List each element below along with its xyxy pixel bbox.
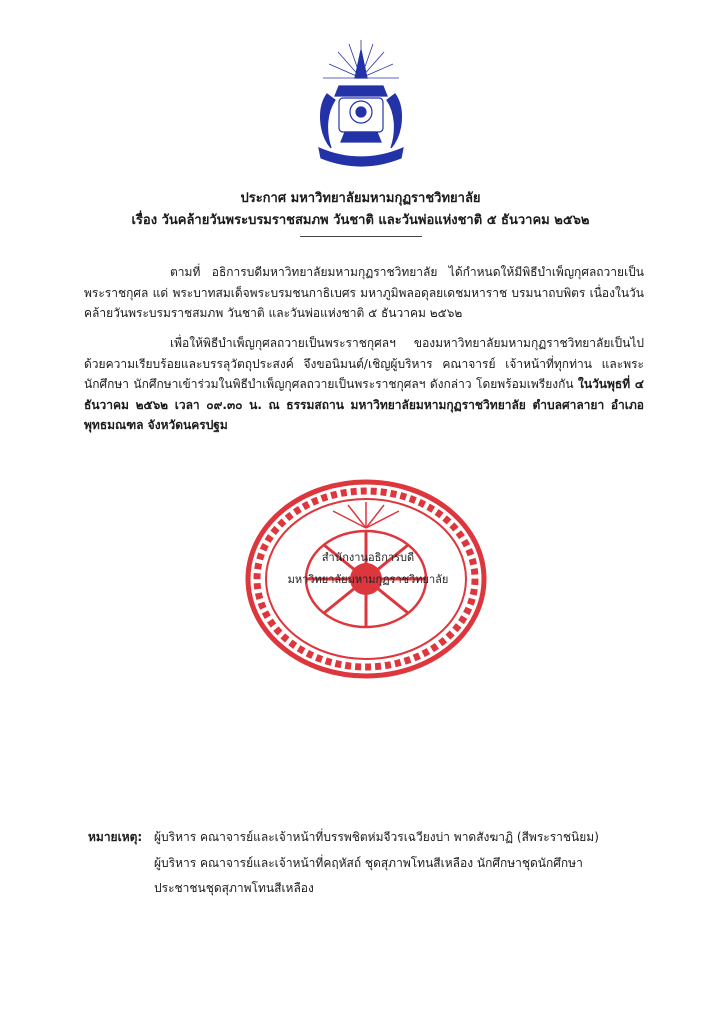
note-line-1: ผู้บริหาร คณาจารย์และเจ้าหน้าที่บรรพชิตห่มจีวรเฉวียงบ่า พาดสังฆาฏิ (สีพระราชนิยม): [154, 830, 599, 844]
document-subject: เรื่อง วันคล้ายวันพระบรมราชสมภพ วันชาติ และวันพ่อแห่งชาติ ๕ ธันวาคม ๒๕๖๒: [131, 213, 590, 228]
signature-office: สำนักงานอธิการบดี: [321, 551, 415, 564]
note-line-2: ผู้บริหาร คณาจารย์และเจ้าหน้าที่คฤหัสถ์ ชุดสุภาพโทนสีเหลือง นักศึกษาชุดนักศึกษา: [154, 856, 583, 870]
body-paragraph-2-text: เพื่อให้พิธีบำเพ็ญกุศลถวายเป็นพระราชกุศลฯ ของมหาวิทยาลัยมหามกุฏราชวิทยาลัยเป็นไปด้วยความเรียบร้อยและบรรลุวัตถุประสงค์ จึงขอนิมนต์/เชิญผู้บริหาร คณาจารย์ เจ้าหน้าที่ทุกท่าน และพระนักศึกษา นักศึกษาเข้าร่วมในพิธีบำเพ็ญกุศลถวายเป็นพระราชกุศลฯ ดังกล่าว โดยพร้อมเพรียงกัน: [84, 336, 644, 391]
university-crest-icon: [305, 38, 417, 170]
event-details: ในวันพุธที่ ๔ ธันวาคม ๒๕๖๒ เวลา ๐๙.๓๐ น. ณ ธรรมสถาน มหาวิทยาลัยมหามกุฏราชวิทยาลัย ตำบลศาลายา อำเภอพุทธมณฑล จังหวัดนครปฐม: [84, 377, 644, 432]
note-label: หมายเหตุ:: [88, 830, 143, 844]
body-paragraph-1: ตามที่ อธิการบดีมหาวิทยาลัยมหามกุฏราชวิทยาลัย ได้กำหนดให้มีพิธีบำเพ็ญกุศลถวายเป็นพระราชกุศล แด่ พระบาทสมเด็จพระบรมชนกาธิเบศร มหาภูมิพลอดุลยเดชมหาราช บรมนาถบพิตร เนื่องในวันคล้ายวันพระบรมราชสมภพ วันชาติ และวันพ่อแห่งชาติ ๕ ธันวาคม ๒๕๖๒: [84, 265, 644, 320]
signature-university: มหาวิทยาลัยมหามกุฏราชวิทยาลัย: [287, 573, 449, 586]
document-title: ประกาศ มหาวิทยาลัยมหามกุฏราชวิทยาลัย: [240, 191, 481, 206]
note-line-3: ประชาชนชุดสุภาพโทนสีเหลือง: [154, 881, 314, 895]
title-divider: [300, 236, 422, 237]
body-paragraph-2: [84, 333, 644, 436]
